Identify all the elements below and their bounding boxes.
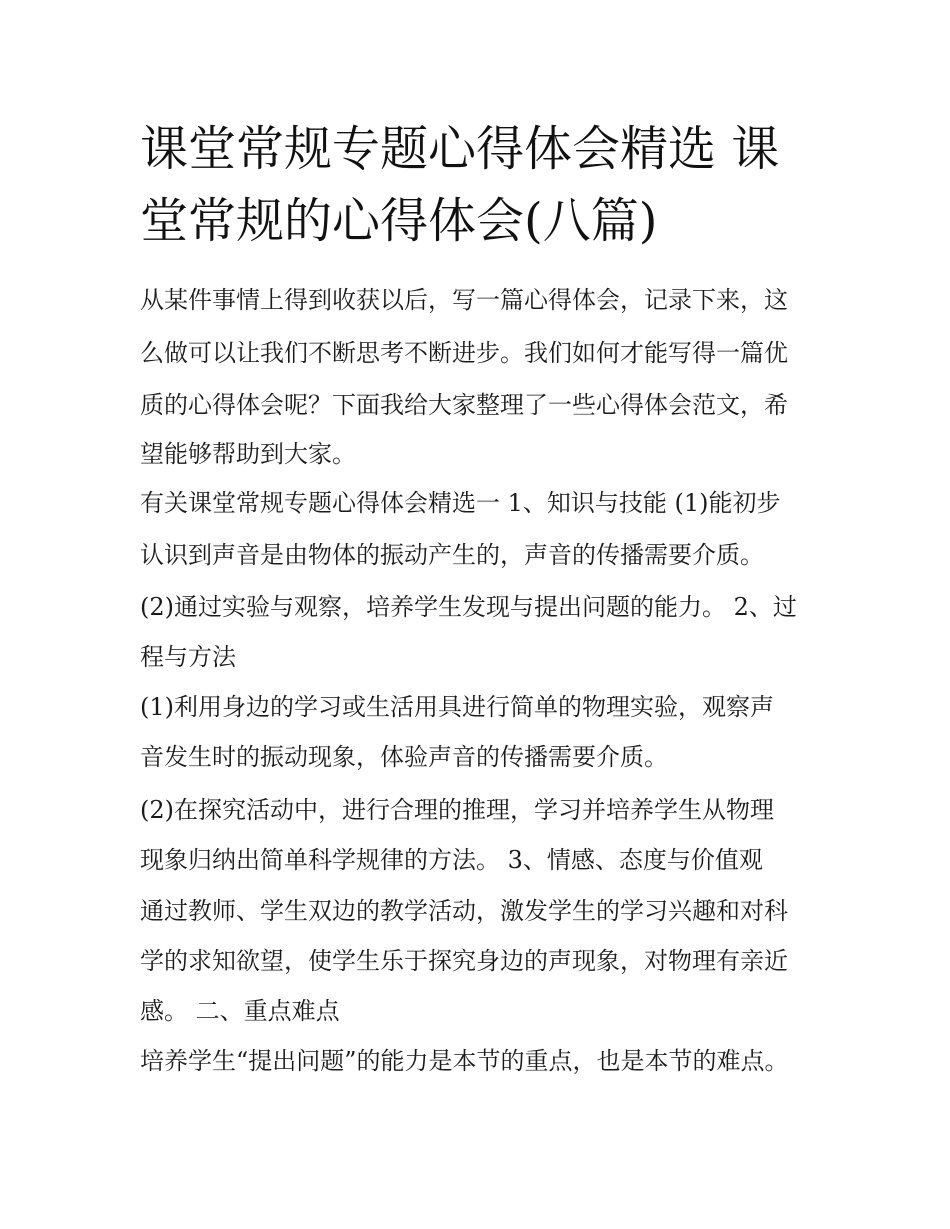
body-line: 从某件事情上得到收获以后，写一篇心得体会，记录下来，这 [140, 286, 788, 314]
body-line: (1)利用身边的学习或生活用具进行简单的物理实验，观察声 [140, 693, 774, 721]
body-line: (2)在探究活动中，进行合理的推理，学习并培养学生从物理 [140, 796, 774, 824]
body-line: 么做可以让我们不断思考不断进步。我们如何才能写得一篇优 [140, 339, 788, 367]
body-line: 望能够帮助到大家。 [140, 440, 356, 468]
body-line: 认识到声音是由物体的振动产生的，声音的传播需要介质。 [140, 541, 764, 569]
body-line: 现象归纳出简单科学规律的方法。 3、情感、态度与价值观 [140, 846, 763, 874]
body-line: 学的求知欲望，使学生乐于探究身边的声现象，对物理有亲近 [140, 947, 788, 975]
body-line: 感。 二、重点难点 [140, 997, 340, 1025]
document-title: 课堂常规专题心得体会精选 课堂常规的心得体会(八篇) [140, 121, 780, 249]
body-line: 通过教师、学生双边的教学活动，激发学生的学习兴趣和对科 [140, 897, 788, 925]
body-line: 有关课堂常规专题心得体会精选一 1、知识与技能 (1)能初步 [140, 489, 781, 517]
body-line: 音发生时的振动现象，体验声音的传播需要介质。 [140, 743, 668, 771]
body-line: 程与方法 [140, 643, 236, 671]
body-line: 质的心得体会呢？下面我给大家整理了一些心得体会范文，希 [140, 391, 788, 419]
body-line: (2)通过实验与观察，培养学生发现与提出问题的能力。 2、过 [140, 593, 797, 621]
body-line: 培养学生“提出问题”的能力是本节的重点，也是本节的难点。 [140, 1047, 789, 1075]
